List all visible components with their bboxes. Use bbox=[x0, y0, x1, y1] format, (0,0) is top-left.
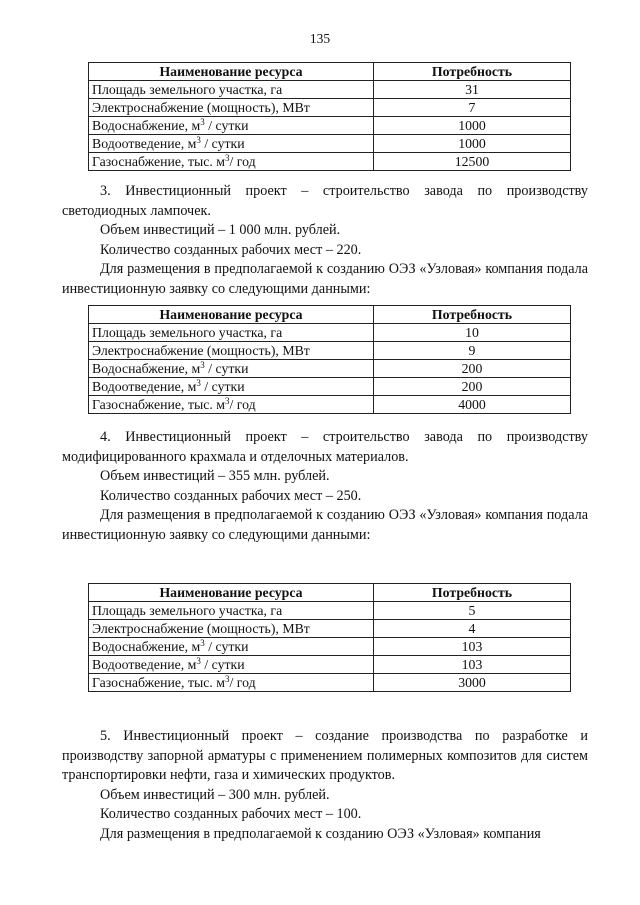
table-row bbox=[89, 638, 571, 656]
project-investment: Объем инвестиций – 300 млн. рублей. bbox=[100, 786, 330, 803]
project-5-text bbox=[62, 727, 588, 844]
resource-label: Площадь земельного участка, га bbox=[89, 602, 374, 620]
project-jobs: Количество созданных рабочих мест – 250. bbox=[100, 487, 362, 504]
resource-value: 31 bbox=[374, 81, 571, 99]
project-3-text bbox=[62, 182, 588, 299]
resource-value: 103 bbox=[374, 638, 571, 656]
table-row bbox=[89, 135, 571, 153]
resource-label: Газоснабжение, тыс. $м^3/$ год bbox=[89, 153, 374, 171]
project-investment: Объем инвестиций – 1 000 млн. рублей. bbox=[100, 222, 341, 238]
resource-value: 3000 bbox=[374, 674, 571, 692]
resource-label: Электроснабжение (мощность), МВт bbox=[89, 342, 374, 360]
project-jobs: Количество созданных рабочих мест – 220. bbox=[100, 241, 362, 258]
resource-label: Газоснабжение, тыс. $м^3/$ год bbox=[89, 674, 374, 692]
resource-value: 4000 bbox=[374, 396, 571, 414]
table-row bbox=[89, 342, 571, 360]
header-need: Потребность bbox=[374, 306, 571, 324]
table-row bbox=[89, 99, 571, 117]
resource-value: 4 bbox=[374, 620, 571, 638]
resource-value: 200 bbox=[374, 378, 571, 396]
resource-table-1 bbox=[88, 62, 571, 171]
resource-value: 10 bbox=[374, 324, 571, 342]
project-title: 3. Инвестиционный проект – строительство завода по производству светодиодных лампочек. bbox=[62, 183, 588, 219]
project-investment: Объем инвестиций – 355 млн. рублей. bbox=[100, 468, 330, 484]
table-row bbox=[89, 674, 571, 692]
resource-value: 7 bbox=[374, 99, 571, 117]
header-resource-name: Наименование ресурса bbox=[89, 63, 374, 81]
resource-label: Площадь земельного участка, га bbox=[89, 324, 374, 342]
resource-label: Водоотведение, $м^3$ / сутки bbox=[89, 656, 374, 674]
resource-table-3 bbox=[88, 583, 571, 692]
table-row bbox=[89, 378, 571, 396]
resource-value: 103 bbox=[374, 656, 571, 674]
resource-label: Площадь земельного участка, га bbox=[89, 81, 374, 99]
header-resource-name: Наименование ресурса bbox=[89, 306, 374, 324]
resource-label: Водоснабжение, $м^3$ / сутки bbox=[89, 117, 374, 135]
page-number: 135 bbox=[309, 31, 331, 46]
project-placement: Для размещения в предполагаемой к созданию ОЭЗ «Узловая» компания подала инвестиционную заявку со следующими данными: bbox=[62, 507, 588, 543]
resource-label: Водоснабжение, $м^3$ / сутки bbox=[89, 360, 374, 378]
table-header-row bbox=[89, 306, 571, 324]
resource-label: Водоснабжение, $м^3$ / сутки bbox=[89, 638, 374, 656]
project-title: 4. Инвестиционный проект – строительство завода по производству модифицированного крахмала и отделочных материалов. bbox=[62, 429, 588, 465]
table-row bbox=[89, 656, 571, 674]
resource-value: 1000 bbox=[374, 135, 571, 153]
resource-value: 5 bbox=[374, 602, 571, 620]
table-row bbox=[89, 81, 571, 99]
resource-label: Водоотведение, $м^3$ / сутки bbox=[89, 135, 374, 153]
project-jobs: Количество созданных рабочих мест – 100. bbox=[100, 806, 362, 822]
resource-label: Водоотведение, $м^3$ / сутки bbox=[89, 378, 374, 396]
resource-label: Электроснабжение (мощность), МВт bbox=[89, 99, 374, 117]
table-row bbox=[89, 153, 571, 171]
project-title: 5. Инвестиционный проект – создание производства по разработке и производству запорной арматуры с применением полимерных композитов для систем транспортировки нефти, газа и химических продуктов. bbox=[62, 728, 588, 783]
table-row bbox=[89, 602, 571, 620]
table-row bbox=[89, 620, 571, 638]
header-need: Потребность bbox=[374, 63, 571, 81]
table-header-row bbox=[89, 63, 571, 81]
table-row bbox=[89, 360, 571, 378]
table-row bbox=[89, 396, 571, 414]
resource-value: 12500 bbox=[374, 153, 571, 171]
resource-value: 200 bbox=[374, 360, 571, 378]
resource-table-2 bbox=[88, 305, 571, 414]
table-row bbox=[89, 324, 571, 342]
project-placement: Для размещения в предполагаемой к созданию ОЭЗ «Узловая» компания подала инвестиционную заявку со следующими данными: bbox=[62, 261, 588, 297]
project-4-text bbox=[62, 428, 588, 545]
resource-value: 1000 bbox=[374, 117, 571, 135]
table-row bbox=[89, 117, 571, 135]
resource-label: Электроснабжение (мощность), МВт bbox=[89, 620, 374, 638]
resource-label: Газоснабжение, тыс. $м^3/$ год bbox=[89, 396, 374, 414]
header-need: Потребность bbox=[374, 584, 571, 602]
project-placement: Для размещения в предполагаемой к созданию ОЭЗ «Узловая» компания bbox=[100, 825, 541, 842]
header-resource-name: Наименование ресурса bbox=[89, 584, 374, 602]
table-header-row bbox=[89, 584, 571, 602]
resource-value: 9 bbox=[374, 342, 571, 360]
